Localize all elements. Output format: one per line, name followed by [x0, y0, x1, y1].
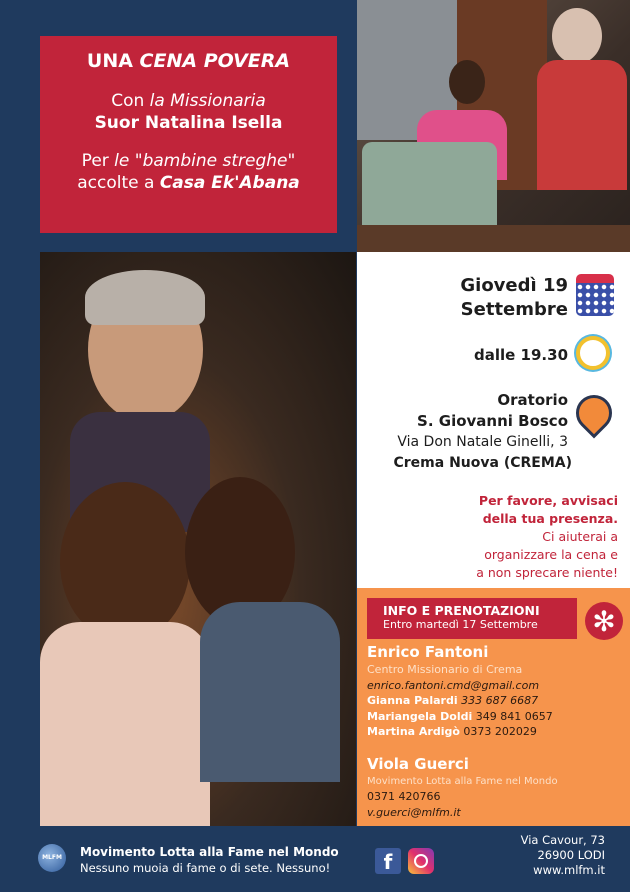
info-title: INFO E PRENOTAZIONI	[383, 603, 540, 618]
text: la Missionaria	[149, 91, 266, 111]
globe-logo-icon	[38, 844, 66, 872]
event-day: Giovedì 19	[460, 275, 568, 296]
footer-slogan: Nessuno muoia di fame o di sete. Nessuno!	[80, 861, 331, 875]
contact-email[interactable]: enrico.fantoni.cmd@gmail.com	[367, 678, 540, 692]
text: accolte a	[77, 173, 160, 193]
info-panel	[357, 588, 630, 826]
person-name: Mariangela Doldi	[367, 709, 473, 723]
person-row	[367, 693, 558, 709]
person-name: Gianna Palardi	[367, 694, 458, 707]
address-line: 26900 LODI	[537, 848, 605, 862]
facebook-icon[interactable]: f	[375, 848, 401, 874]
request-line: organizzare la cena e	[484, 547, 618, 562]
person-phone: 333 687 6687	[461, 694, 539, 707]
request-text	[357, 492, 618, 582]
location-pin-icon	[569, 388, 620, 439]
alarm-clock-icon	[576, 336, 610, 370]
request-line: Ci aiuterai a	[542, 529, 618, 544]
town: Crema Nuova (CREMA)	[393, 455, 572, 471]
event-time: dalle 19.30	[474, 346, 568, 364]
request-line: Per favore, avvisaci	[478, 493, 618, 508]
footer-org: Movimento Lotta alla Fame nel Mondo	[80, 845, 339, 859]
website-link[interactable]: www.mlfm.it	[533, 863, 605, 877]
text: Per	[81, 151, 115, 171]
photo-missionary-children	[40, 252, 356, 826]
contact-org: Centro Missionario di Crema	[367, 663, 523, 676]
request-line: della tua presenza.	[482, 511, 618, 526]
instagram-icon[interactable]	[408, 848, 434, 874]
logo-text: MLFM	[42, 854, 62, 861]
request-line: a non sprecare niente!	[476, 565, 618, 580]
contact-name: Viola Guerci	[367, 754, 469, 773]
person-phone: 0373 202029	[463, 725, 537, 738]
footer	[0, 826, 630, 892]
person-row	[367, 709, 558, 725]
house-name: Casa Ek'Abana	[159, 173, 300, 193]
missionary-line	[40, 90, 337, 112]
event-month: Settembre	[460, 299, 568, 320]
contact-org: Movimento Lotta alla Fame nel Mondo	[367, 775, 558, 787]
contact-name: Enrico Fantoni	[367, 643, 489, 661]
info-header	[367, 598, 577, 639]
text: Con	[111, 91, 150, 111]
contact-email[interactable]: v.guerci@mlfm.it	[367, 805, 461, 819]
event-title	[40, 50, 337, 72]
person-name: Martina Ardigò	[367, 725, 460, 738]
title-text: UNA	[86, 50, 140, 72]
photo-sewing-machine	[357, 0, 630, 252]
person-phone: 349 841 0657	[475, 709, 553, 723]
address-line: Via Cavour, 73	[520, 833, 605, 847]
event-details	[357, 252, 630, 588]
asterisk-icon: ✻	[585, 602, 623, 640]
missionary-name: Suor Natalina Isella	[94, 113, 283, 133]
house-line	[40, 172, 337, 194]
address: Via Don Natale Ginelli, 3	[397, 434, 568, 450]
info-deadline: Entro martedì 17 Settembre	[383, 618, 538, 631]
title-text-italic: CENA POVERA	[139, 50, 291, 72]
calendar-icon	[576, 274, 614, 316]
person-row	[367, 724, 558, 740]
contact-phone: 0371 420766	[367, 790, 441, 803]
cause-line	[40, 150, 337, 172]
footer-address	[521, 833, 605, 878]
place-name: Oratorio	[497, 391, 568, 409]
place-name-2: S. Giovanni Bosco	[417, 412, 568, 430]
title-box	[40, 36, 337, 233]
text: le "bambine streghe"	[114, 151, 296, 171]
